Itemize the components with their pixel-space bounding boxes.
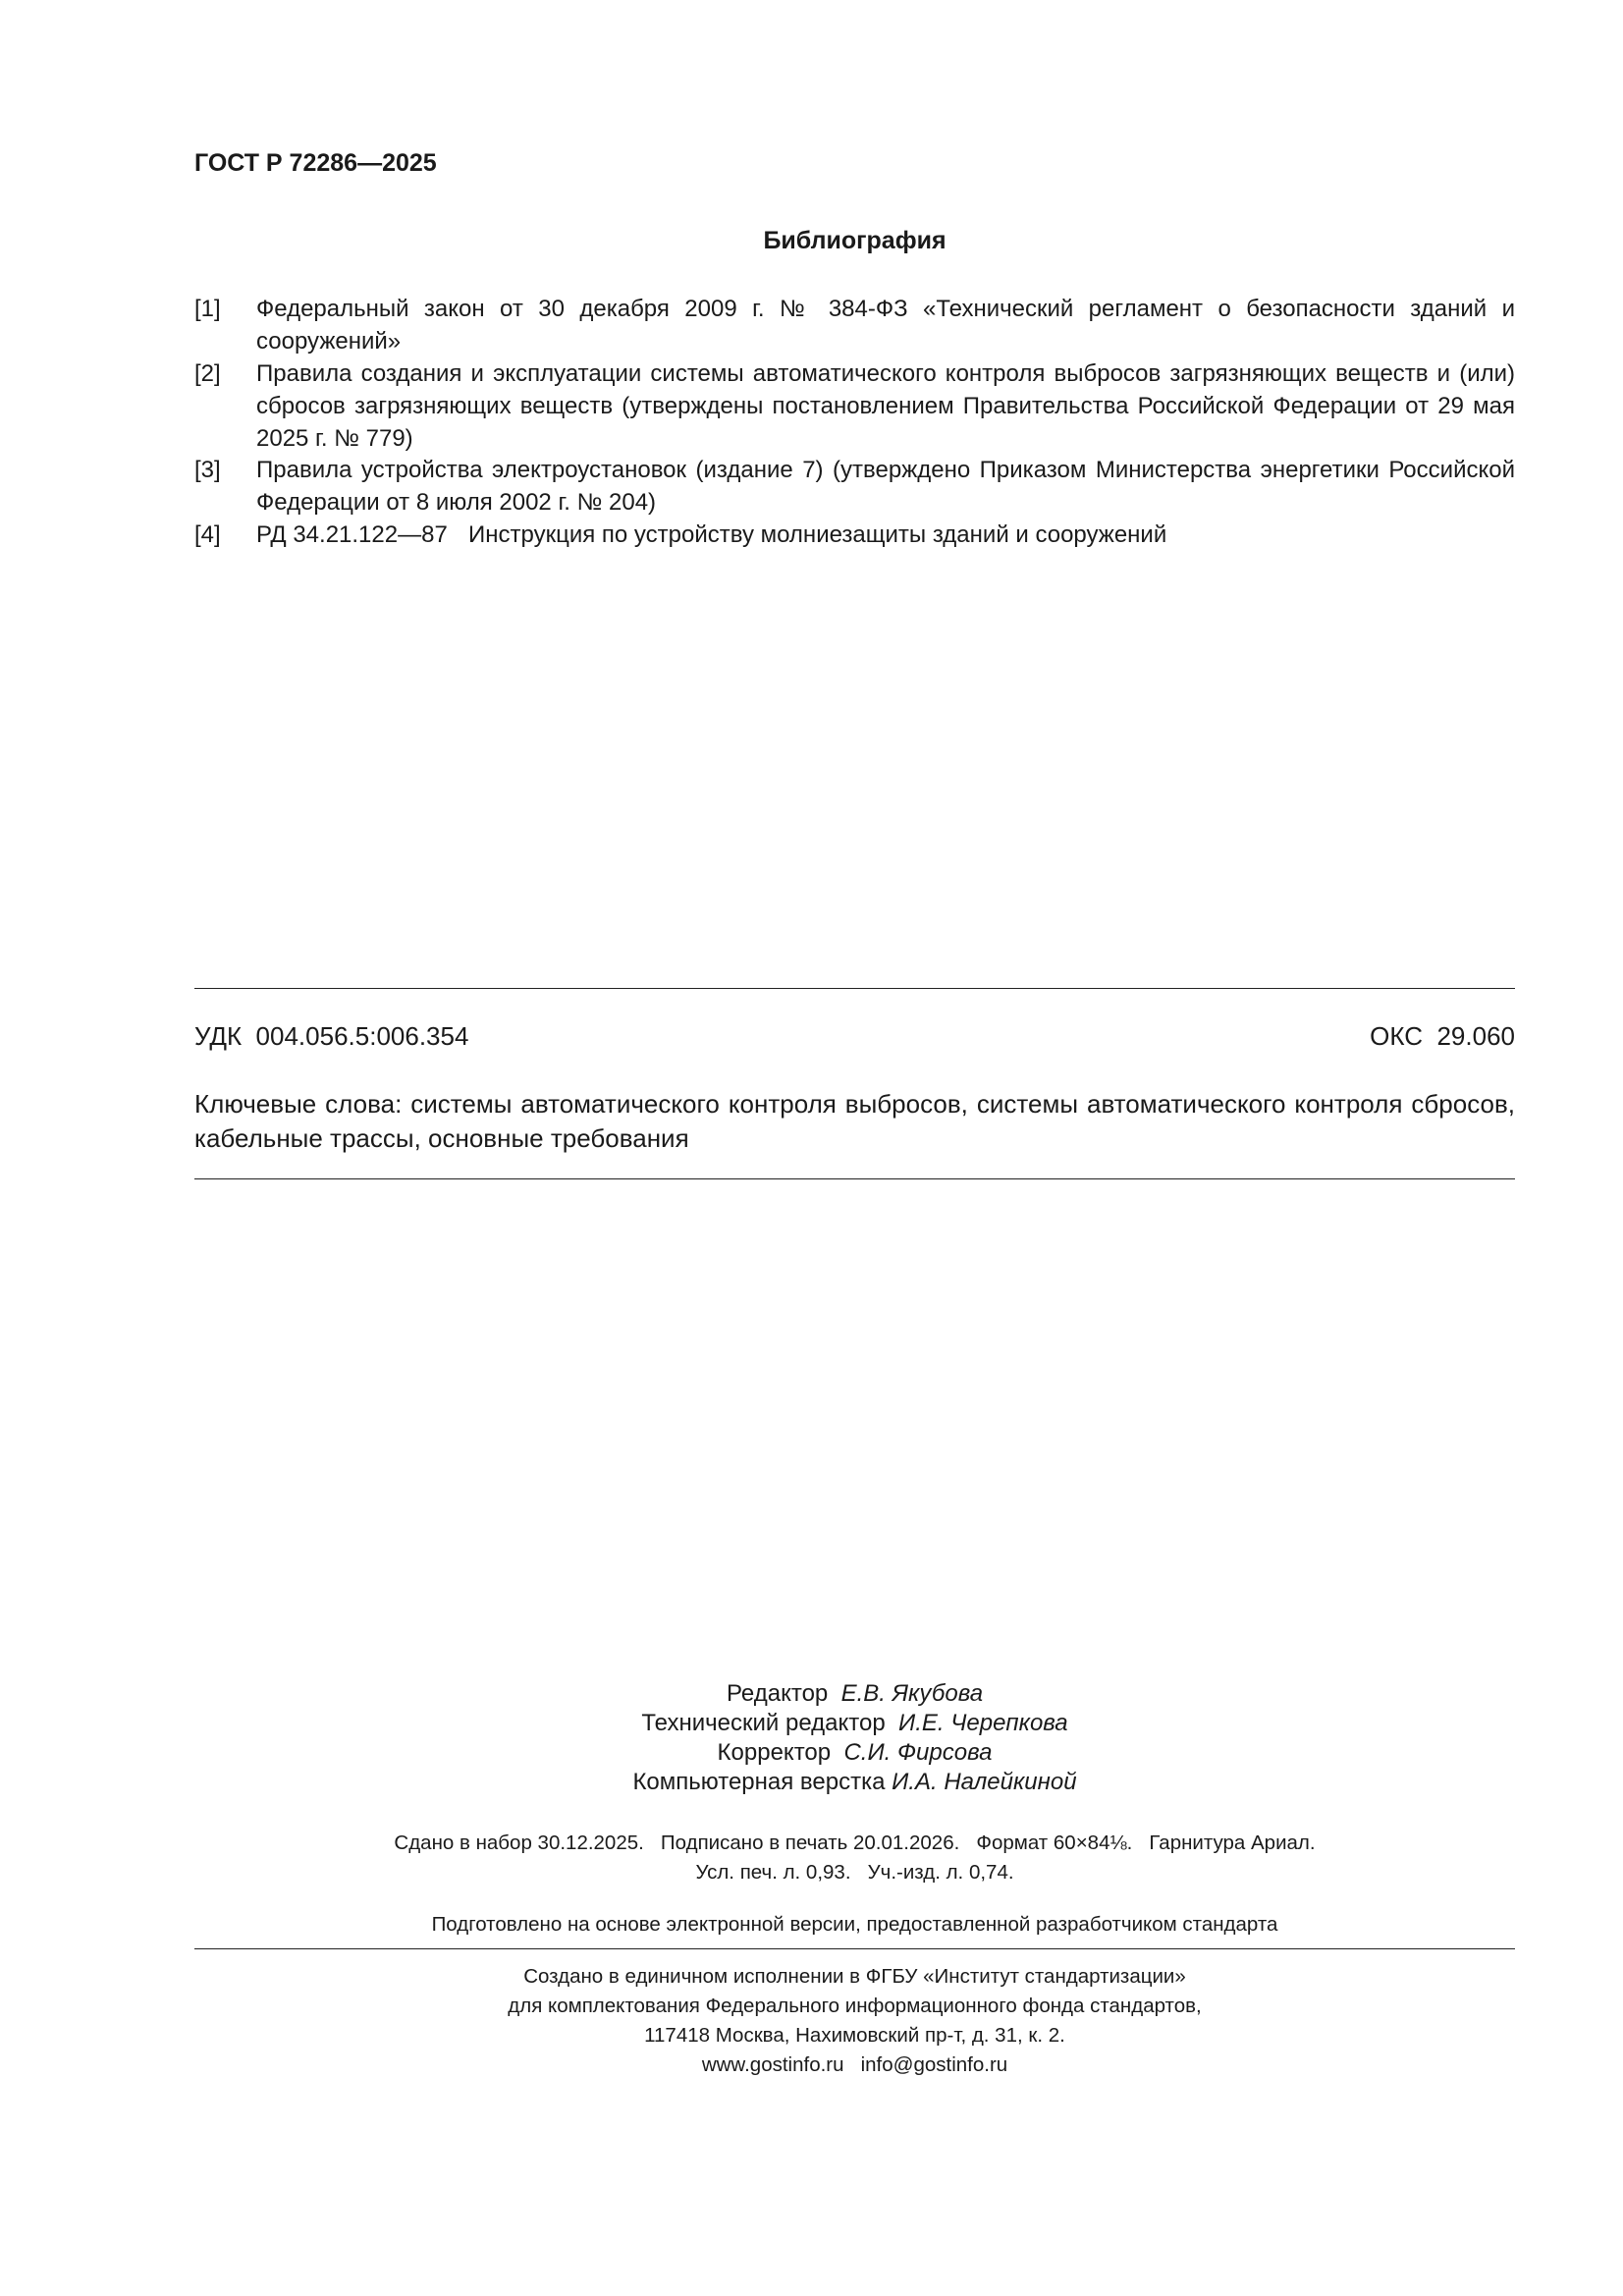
prepared-note: Подготовлено на основе электронной версии, предоставленной разработчиком стандарта xyxy=(431,1913,1278,1936)
item-number: [3] xyxy=(194,457,221,483)
imprint-line: Усл. печ. л. 0,93. Уч.-изд. л. 0,74. xyxy=(695,1861,1014,1884)
keywords: Ключевые слова: системы автоматического контроля выбросов, системы автоматического контроля сбросов, кабельные трассы, основные требования xyxy=(194,1089,1515,1153)
divider-line xyxy=(194,1948,1515,1949)
publisher-line: Создано в единичном исполнении в ФГБУ «Институт стандартизации» xyxy=(523,1965,1186,1988)
credit-layout xyxy=(0,1768,1623,1797)
credit-label: Компьютерная верстка xyxy=(632,1769,886,1795)
credit-tech-editor xyxy=(0,1709,1623,1738)
bibliography-item xyxy=(194,454,1515,519)
divider-line xyxy=(194,1178,1515,1179)
oks-code: ОКС 29.060 xyxy=(1370,1021,1515,1051)
bibliography-title: Библиография xyxy=(763,227,947,254)
bibliography-item xyxy=(194,357,1515,455)
credit-name: Е.В. Якубова xyxy=(840,1680,984,1707)
imprint-line: Сдано в набор 30.12.2025. Подписано в печать 20.01.2026. Формат 60×84⅛. Гарнитура Ариал. xyxy=(394,1831,1316,1854)
publisher-line: для комплектования Федерального информационного фонда стандартов, xyxy=(508,1995,1202,2017)
document-code: ГОСТ Р 72286—2025 xyxy=(194,149,437,177)
credit-corrector xyxy=(0,1738,1623,1768)
publisher-line: 117418 Москва, Нахимовский пр-т, д. 31, к. 2. xyxy=(644,2024,1065,2047)
udk-code: УДК 004.056.5:006.354 xyxy=(194,1021,469,1051)
credit-name: И.А. Налейкиной xyxy=(892,1769,1077,1795)
credit-label: Технический редактор xyxy=(641,1710,886,1736)
item-text: Правила создания и эксплуатации системы автоматического контроля выбросов загрязняющих веществ и (или) сбросов загрязняющих веществ (утверждены постановлением Правительства Российской Федерации от 29 мая 2025 г. № 779) xyxy=(256,360,1515,452)
item-content xyxy=(256,519,1515,551)
item-code: РД 34.21.122—87 xyxy=(256,521,448,548)
item-number: [1] xyxy=(194,296,221,322)
credit-name: И.Е. Черепкова xyxy=(898,1710,1068,1736)
bibliography-item xyxy=(194,293,1515,357)
credit-label: Редактор xyxy=(726,1680,829,1707)
item-number: [4] xyxy=(194,521,221,548)
credit-editor xyxy=(0,1679,1623,1709)
publisher-contacts: www.gostinfo.ru info@gostinfo.ru xyxy=(701,2053,1008,2076)
item-text: Федеральный закон от 30 декабря 2009 г. № 384-ФЗ «Технический регламент о безопасности зданий и сооружений» xyxy=(256,296,1515,355)
item-text: Правила устройства электроустановок (издание 7) (утверждено Приказом Министерства энергетики Российской Федерации от 8 июля 2002 г. № 204) xyxy=(256,457,1515,516)
item-number: [2] xyxy=(194,360,221,387)
credit-name: С.И. Фирсова xyxy=(843,1739,993,1766)
credit-label: Корректор xyxy=(717,1739,832,1766)
item-text: Инструкция по устройству молниезащиты зданий и сооружений xyxy=(468,521,1167,548)
divider-line xyxy=(194,988,1515,989)
bibliography-item xyxy=(194,519,1515,551)
